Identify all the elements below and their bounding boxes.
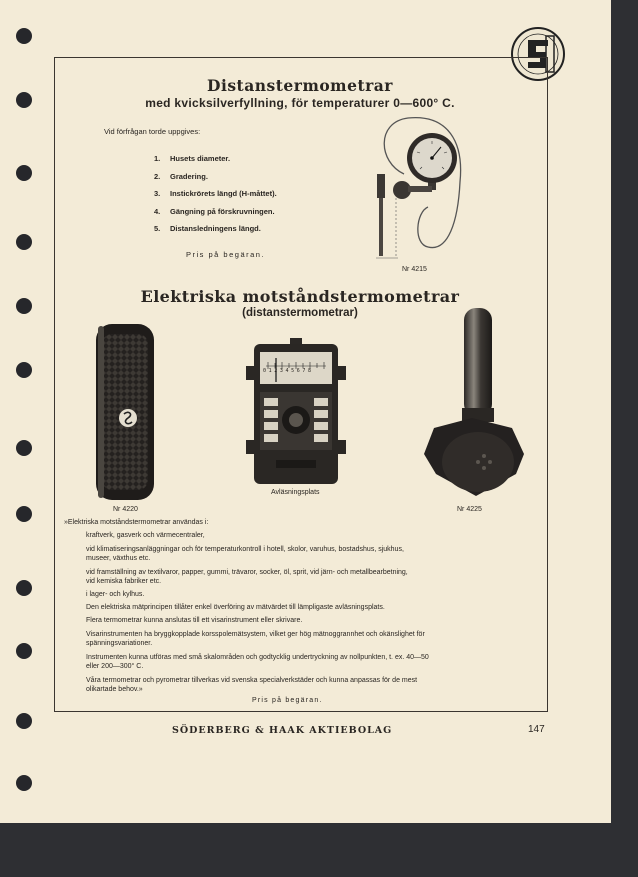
paragraph-line: »Elektriska motståndstermometrar användas i: [64,519,209,526]
paragraph-line: i lager- och kylhus. [86,591,145,598]
paragraph-line: Flera termometrar kunna anslutas till ett visarinstrument eller skrivare. [86,617,303,624]
binder-hole [16,234,32,250]
section1-subtitle: med kvicksilverfyllning, för temperaturer 0—600° C. [145,96,455,110]
binder-hole [16,165,32,181]
binder-hole [16,440,32,456]
paragraph-line: vid framställning av textilvaror, papper, gummi, trävaror, socker, öl, sprit, vid järn- och metallbearbetning, [86,569,408,576]
section2-subtitle: (distanstermometrar) [242,307,358,319]
indicator-instrument-image [246,336,346,486]
binder-hole [16,643,32,659]
list-item: 5. Distansledningens längd. [154,224,261,233]
section1-title: Distanstermometrar [207,76,393,95]
paragraph-line: Instrumenten kunna utföras med små skalområden och godtycklig undertryckning av nollpunkten, t. ex. 40—50 [86,654,429,661]
paragraph-line: Den elektriska mätprincipen tillåter enkel överföring av mätvärdet till lämpligaste avläsningsplats. [86,604,385,611]
list-item: 4. Gängning på förskruvningen. [154,207,275,216]
resistance-sensor-4220-image [94,322,158,502]
paragraph-line: Våra termometrar och pyrometrar tillverkas vid svenska specialverkstäder och kunna anpassas för de mest [86,677,418,684]
list-item: 1. Husets diameter. [154,154,231,163]
section1-price: Pris på begäran. [186,250,266,259]
paragraph-line: eller 200—300° C. [86,663,144,670]
figure-caption-indicator: Avläsningsplats [271,489,320,496]
section1-intro: Vid förfrågan torde uppgives: [104,127,201,136]
meter-scale-label: 0 1 2 3 4 5 6 7 8 [263,368,311,374]
paragraph-line: Visarinstrumenten ha bryggkopplade korsspolemätsystem, vilket ger hög mätnoggrannhet och okänslighet för [86,631,425,638]
paragraph-line: kraftverk, gasverk och värmecentraler, [86,532,205,539]
binder-hole [16,506,32,522]
binder-hole [16,28,32,44]
list-item: 3. Instickrörets längd (H-måttet). [154,189,277,198]
paragraph-line: olikartade behov.» [86,686,143,693]
paragraph-line: museer, växthus etc. [86,555,151,562]
page-number: 147 [528,724,545,735]
figure-caption-4215: Nr 4215 [402,266,427,273]
binder-hole [16,580,32,596]
binder-hole [16,775,32,791]
company-footer: SÖDERBERG & HAAK AKTIEBOLAG [172,725,393,736]
binder-hole [16,298,32,314]
distance-thermometer-image [368,112,474,272]
figure-caption-4220: Nr 4220 [113,506,138,513]
list-item: 2. Gradering. [154,172,208,181]
binder-hole [16,713,32,729]
paragraph-line: vid kemiska fabriker etc. [86,578,162,585]
resistance-sensor-4225-image [420,304,528,504]
figure-caption-4225: Nr 4225 [457,506,482,513]
section2-price: Pris på begäran. [252,697,323,704]
section2-title: Elektriska motståndstermometrar [140,287,460,306]
paragraph-line: vid klimatiseringsanläggningar och för temperaturkontroll i hotell, skolor, varuhus, bostadshus, sjukhus, [86,546,404,553]
binder-hole [16,362,32,378]
binder-hole [16,92,32,108]
paragraph-line: spänningsvariationer. [86,640,153,647]
